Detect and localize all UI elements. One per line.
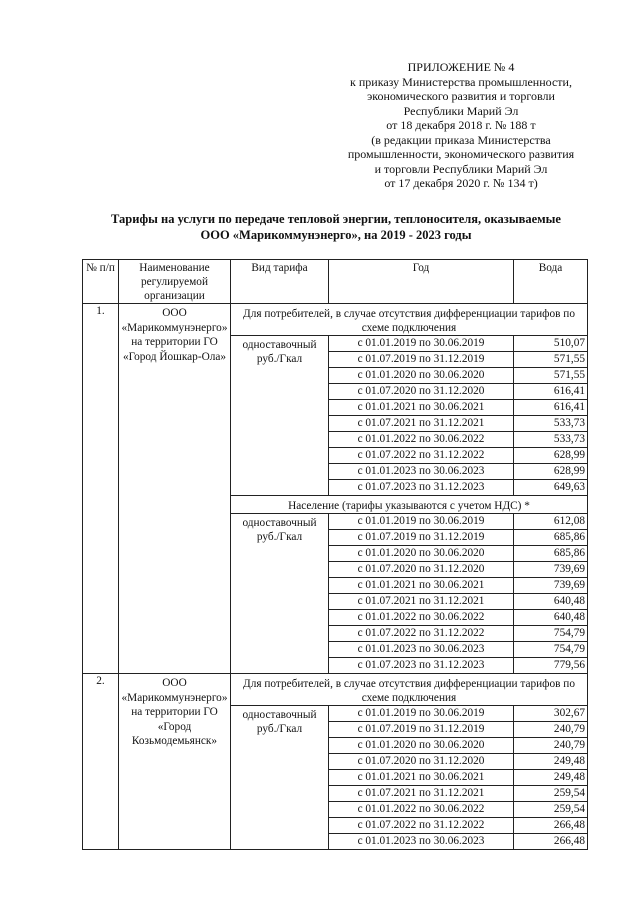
tariff-value: 249,48	[514, 754, 588, 770]
appendix-header	[330, 60, 592, 191]
col-header-organization: Наименование регулируемой организации	[119, 260, 231, 304]
table-header-row	[83, 260, 588, 304]
tariff-value: 533,73	[514, 416, 588, 432]
tariff-period: с 01.01.2021 по 30.06.2021	[329, 578, 514, 594]
tariff-value: 685,86	[514, 546, 588, 562]
tariff-value: 612,08	[514, 514, 588, 530]
tariff-period: с 01.07.2019 по 31.12.2019	[329, 352, 514, 368]
appendix-line: промышленности, экономического развития	[347, 147, 575, 161]
tariff-period: с 01.01.2020 по 30.06.2020	[329, 738, 514, 754]
tariff-value: 302,67	[514, 706, 588, 722]
appendix-line: экономического развития и торговли	[367, 89, 555, 103]
tariff-value: 640,48	[514, 610, 588, 626]
tariff-value: 649,63	[514, 480, 588, 496]
appendix-line: Республики Марий Эл	[403, 103, 519, 118]
tariff-period: с 01.01.2019 по 30.06.2019	[329, 336, 514, 352]
tariff-period: с 01.07.2022 по 31.12.2022	[329, 448, 514, 464]
appendix-line: к приказу Министерства промышленности,	[350, 74, 572, 89]
tariff-value: 266,48	[514, 818, 588, 834]
tariff-period: с 01.07.2021 по 31.12.2021	[329, 786, 514, 802]
tariff-value: 739,69	[514, 562, 588, 578]
tariff-value: 628,99	[514, 464, 588, 480]
tariff-period: с 01.07.2022 по 31.12.2022	[329, 626, 514, 642]
tariff-value: 739,69	[514, 578, 588, 594]
appendix-line: (в редакции приказа Министерства	[371, 132, 551, 147]
col-header-water: Вода	[514, 260, 588, 304]
tariff-period: с 01.01.2023 по 30.06.2023	[329, 464, 514, 480]
tariff-period: с 01.07.2020 по 31.12.2020	[329, 384, 514, 400]
tariff-type: одноставочный руб./Гкал	[231, 336, 329, 496]
tariff-period: с 01.07.2023 по 31.12.2023	[329, 480, 514, 496]
appendix-line: ПРИЛОЖЕНИЕ № 4	[407, 60, 515, 74]
document-title	[88, 212, 584, 243]
consumer-category: Население (тарифы указываются с учетом НДС) *	[231, 496, 588, 514]
appendix-line: от 18 декабря 2018 г. № 188 т	[386, 118, 536, 132]
tariff-period: с 01.07.2020 по 31.12.2020	[329, 562, 514, 578]
tariff-value: 259,54	[514, 786, 588, 802]
appendix-line: от 17 декабря 2020 г. № 134 т)	[384, 176, 538, 190]
appendix-line: и торговли Республики Марий Эл	[374, 161, 548, 176]
tariff-period: с 01.07.2021 по 31.12.2021	[329, 416, 514, 432]
tariff-period: с 01.01.2020 по 30.06.2020	[329, 546, 514, 562]
tariff-value: 510,07	[514, 336, 588, 352]
tariff-value: 640,48	[514, 594, 588, 610]
tariff-value: 259,54	[514, 802, 588, 818]
consumer-category: Для потребителей, в случае отсутствия дифференциации тарифов по схеме подключения	[231, 674, 588, 706]
tariff-type: одноставочный руб./Гкал	[231, 706, 329, 850]
organization-name: ООО «Марикоммунэнерго» на территории ГО «Город Козьмодемьянск»	[119, 674, 231, 850]
tariff-value: 779,56	[514, 658, 588, 674]
tariff-value: 685,86	[514, 530, 588, 546]
tariff-period: с 01.01.2022 по 30.06.2022	[329, 802, 514, 818]
tariff-period: с 01.01.2021 по 30.06.2021	[329, 770, 514, 786]
tariff-value: 240,79	[514, 722, 588, 738]
tariff-period: с 01.01.2021 по 30.06.2021	[329, 400, 514, 416]
tariff-value: 754,79	[514, 626, 588, 642]
tariff-period: с 01.07.2019 по 31.12.2019	[329, 722, 514, 738]
tariff-period: с 01.07.2023 по 31.12.2023	[329, 658, 514, 674]
col-header-year: Год	[329, 260, 514, 304]
tariff-value: 266,48	[514, 834, 588, 850]
tariff-period: с 01.01.2023 по 30.06.2023	[329, 834, 514, 850]
tariff-period: с 01.07.2022 по 31.12.2022	[329, 818, 514, 834]
tariff-period: с 01.01.2022 по 30.06.2022	[329, 610, 514, 626]
tariff-period: с 01.01.2019 по 30.06.2019	[329, 514, 514, 530]
table-body	[83, 304, 588, 850]
tariff-period: с 01.01.2022 по 30.06.2022	[329, 432, 514, 448]
tariff-value: 533,73	[514, 432, 588, 448]
tariff-period: с 01.07.2020 по 31.12.2020	[329, 754, 514, 770]
tariff-value: 616,41	[514, 400, 588, 416]
table-row	[83, 304, 588, 336]
title-line-2: ООО «Марикоммунэнерго», на 2019 - 2023 годы	[200, 227, 472, 242]
consumer-category: Для потребителей, в случае отсутствия дифференциации тарифов по схеме подключения	[231, 304, 588, 336]
tariff-period: с 01.07.2019 по 31.12.2019	[329, 530, 514, 546]
tariff-value: 571,55	[514, 352, 588, 368]
tariff-period: с 01.01.2023 по 30.06.2023	[329, 642, 514, 658]
tariff-table	[82, 259, 588, 850]
tariff-value: 628,99	[514, 448, 588, 464]
tariff-value: 240,79	[514, 738, 588, 754]
tariff-period: с 01.01.2019 по 30.06.2019	[329, 706, 514, 722]
tariff-value: 571,55	[514, 368, 588, 384]
table-row	[83, 674, 588, 706]
tariff-value: 616,41	[514, 384, 588, 400]
tariff-value: 754,79	[514, 642, 588, 658]
col-header-number: № п/п	[83, 260, 119, 304]
title-line-1: Тарифы на услуги по передаче тепловой энергии, теплоносителя, оказываемые	[111, 212, 561, 226]
tariff-period: с 01.01.2020 по 30.06.2020	[329, 368, 514, 384]
row-number: 1.	[83, 304, 119, 674]
row-number: 2.	[83, 674, 119, 850]
col-header-tariff-type: Вид тарифа	[231, 260, 329, 304]
tariff-period: с 01.07.2021 по 31.12.2021	[329, 594, 514, 610]
tariff-value: 249,48	[514, 770, 588, 786]
tariff-type: одноставочный руб./Гкал	[231, 514, 329, 674]
organization-name: ООО «Марикоммунэнерго» на территории ГО «Город Йошкар-Ола»	[119, 304, 231, 674]
